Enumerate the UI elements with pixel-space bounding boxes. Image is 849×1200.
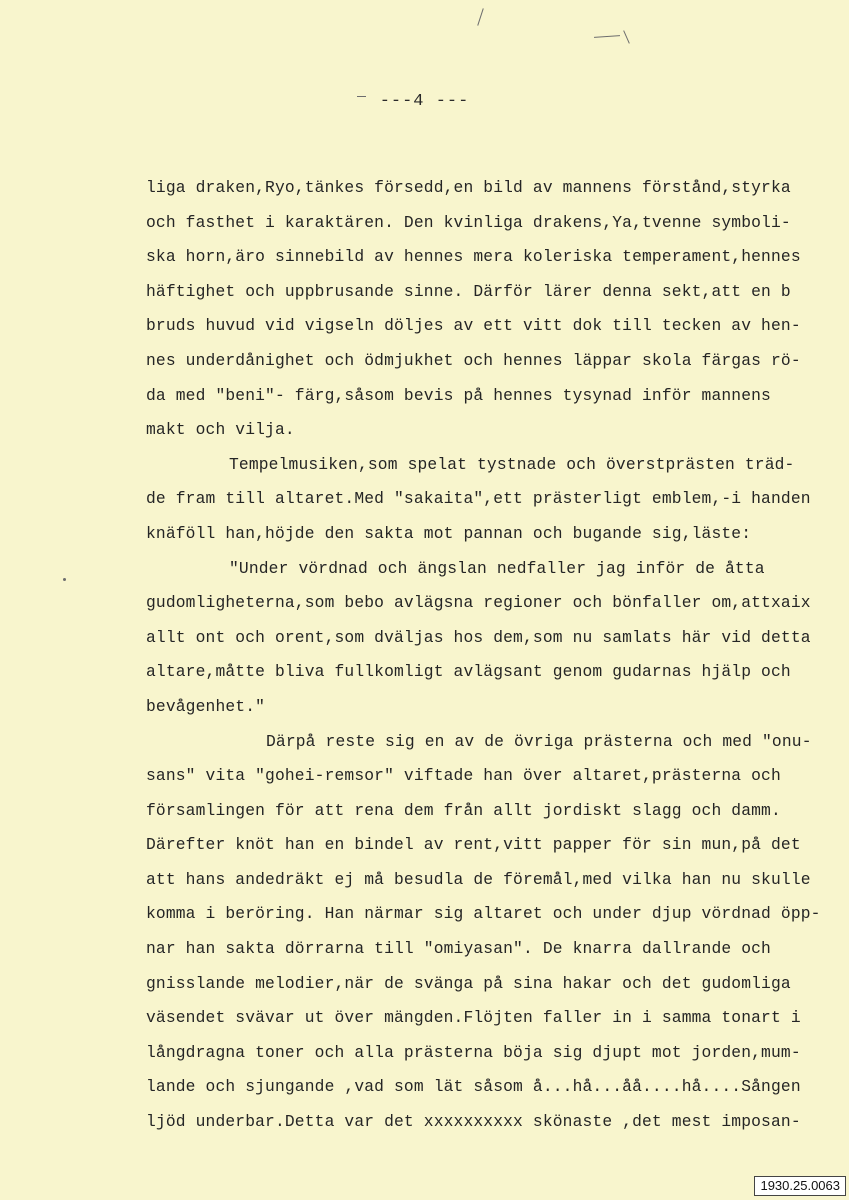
text-line: ska horn,äro sinnebild av hennes mera koleriska temperament,hennes xyxy=(146,247,801,267)
text-line: sans" vita "gohei-remsor" viftade han över altaret,prästerna och xyxy=(146,766,781,786)
text-line: lande och sjungande ,vad som lät såsom å...hå...åå....hå....Sången xyxy=(146,1077,801,1097)
text-line: gudomligheterna,som bebo avlägsna regioner och bönfaller om,attxaix xyxy=(146,593,811,613)
catalog-number-label: 1930.25.0063 xyxy=(754,1176,846,1196)
text-line: Därpå reste sig en av de övriga prästerna och med "onu- xyxy=(266,731,812,751)
text-line: och fasthet i karaktären. Den kvinliga drakens,Ya,tvenne symboli- xyxy=(146,212,791,232)
text-line: knäföll han,höjde den sakta mot pannan och bugande sig,läste: xyxy=(146,523,752,543)
text-line: allt ont och orent,som dväljas hos dem,som nu samlats här vid detta xyxy=(146,627,811,647)
text-line: gnisslande melodier,när de svänga på sina hakar och det gudomliga xyxy=(146,973,791,993)
pencil-mark xyxy=(594,35,620,38)
text-line: Därefter knöt han en bindel av rent,vitt papper för sin mun,på det xyxy=(146,835,801,855)
pencil-mark xyxy=(63,578,66,581)
text-line: nar han sakta dörrarna till "omiyasan". De knarra dallrande och xyxy=(146,939,771,959)
text-line: bruds huvud vid vigseln döljes av ett vitt dok till tecken av hen- xyxy=(146,316,801,336)
page-number: ---4 --- xyxy=(379,92,470,111)
typewritten-text xyxy=(146,175,836,1144)
pencil-mark xyxy=(477,8,484,25)
text-line: da med "beni"- färg,såsom bevis på hennes tysynad inför mannens xyxy=(146,385,771,405)
text-line: häftighet och uppbrusande sinne. Därför lärer denna sekt,att en b xyxy=(146,281,791,301)
text-line: nes underdånighet och ödmjukhet och hennes läppar skola färgas rö- xyxy=(146,350,801,370)
text-line: "Under vördnad och ängslan nedfaller jag inför de åtta xyxy=(229,558,765,578)
text-line: väsendet svävar ut över mängden.Flöjten faller in i samma tonart i xyxy=(146,1008,801,1028)
text-line: att hans andedräkt ej må besudla de föremål,med vilka han nu skulle xyxy=(146,869,811,889)
text-line: makt och vilja. xyxy=(146,420,295,440)
pencil-mark xyxy=(623,30,630,43)
text-line: Tempelmusiken,som spelat tystnade och överstprästen träd- xyxy=(229,454,795,474)
text-line: församlingen för att rena dem från allt jordiskt slagg och damm. xyxy=(146,800,781,820)
text-line: komma i beröring. Han närmar sig altaret och under djup vördnad öpp- xyxy=(146,904,821,924)
text-line: altare,måtte bliva fullkomligt avlägsant genom gudarnas hjälp och xyxy=(146,662,791,682)
text-line: bevågenhet." xyxy=(146,696,266,716)
text-line: de fram till altaret.Med "sakaita",ett prästerligt emblem,-i handen xyxy=(146,489,811,509)
text-line: ljöd underbar.Detta var det xxxxxxxxxx skönaste ,det mest imposan- xyxy=(146,1112,801,1132)
text-line: liga draken,Ryo,tänkes försedd,en bild av mannens förstånd,styrka xyxy=(146,178,791,197)
text-line: långdragna toner och alla prästerna böja sig djupt mot jorden,mum- xyxy=(146,1042,801,1062)
